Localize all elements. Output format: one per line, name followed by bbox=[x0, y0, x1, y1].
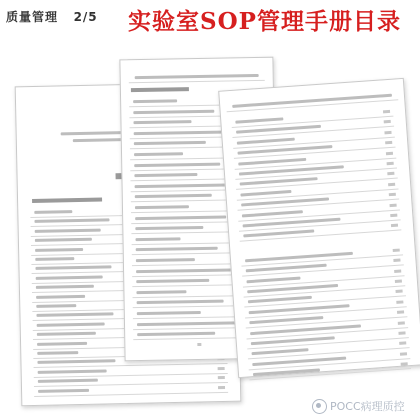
toc-entry-text bbox=[133, 109, 214, 113]
toc-row bbox=[120, 58, 272, 61]
toc-divider bbox=[34, 392, 228, 397]
toc-page-number bbox=[399, 342, 406, 345]
toc-page-number bbox=[396, 300, 403, 303]
toc-page-number bbox=[384, 120, 391, 123]
toc-entry-text bbox=[34, 219, 109, 224]
toc-row bbox=[120, 58, 272, 61]
toc-entry-text bbox=[135, 205, 189, 209]
toc-row bbox=[120, 58, 272, 61]
toc-row bbox=[120, 58, 272, 61]
toc-page-number bbox=[389, 203, 396, 206]
toc-entry-text bbox=[134, 152, 183, 156]
toc-row bbox=[120, 58, 272, 61]
toc-page-number bbox=[396, 290, 403, 293]
toc-entry-text bbox=[135, 215, 226, 220]
page-indicator: 2/5 bbox=[73, 10, 98, 24]
divider bbox=[129, 80, 265, 83]
toc-row bbox=[120, 58, 272, 61]
toc-entry-text bbox=[133, 99, 177, 103]
toc-entry-text bbox=[35, 257, 74, 261]
toc-page-number bbox=[393, 259, 400, 262]
toc-entry-text bbox=[136, 258, 195, 262]
toc-entry-text bbox=[135, 194, 212, 198]
toc-entry-text bbox=[135, 226, 203, 230]
toc-page-number bbox=[391, 224, 398, 227]
section-heading bbox=[32, 198, 102, 203]
toc-entry-text bbox=[36, 313, 113, 318]
toc-row bbox=[120, 58, 272, 61]
section-name: 质量管理 bbox=[6, 10, 59, 24]
toc-page-number bbox=[395, 279, 402, 282]
toc-entry-text bbox=[235, 117, 283, 123]
toc-entry-text bbox=[134, 162, 220, 167]
toc-row bbox=[120, 58, 272, 61]
section-label bbox=[6, 8, 98, 25]
toc-entry-text bbox=[36, 304, 76, 308]
toc-entry-text bbox=[135, 183, 235, 188]
toc-entry-text bbox=[37, 351, 78, 355]
toc-entry-text bbox=[35, 238, 92, 242]
toc-row bbox=[120, 58, 272, 61]
toc-entry-text bbox=[137, 300, 224, 305]
toc-entry-text bbox=[38, 379, 98, 383]
toc-row bbox=[120, 58, 272, 61]
toc-page-number bbox=[397, 311, 404, 314]
toc-entry-text bbox=[134, 173, 197, 177]
toc-entry-text bbox=[37, 332, 96, 336]
toc-page-number bbox=[386, 151, 393, 154]
toc-entry-text bbox=[136, 247, 218, 251]
toc-page-number bbox=[394, 269, 401, 272]
page-header-line bbox=[135, 74, 259, 79]
toc-row bbox=[120, 58, 272, 61]
toc-rows bbox=[120, 58, 272, 61]
toc-page-number bbox=[393, 248, 400, 251]
toc-page-number bbox=[390, 214, 397, 217]
page-title: 实验室SOP管理手册目录 bbox=[128, 8, 401, 35]
wechat-logo-icon bbox=[312, 399, 327, 414]
toc-row bbox=[120, 58, 272, 61]
toc-page-number bbox=[398, 321, 405, 324]
watermark-text: POCC病理质控 bbox=[330, 400, 405, 413]
page-number bbox=[197, 343, 201, 346]
toc-page-number bbox=[383, 110, 390, 113]
toc-page-number bbox=[218, 367, 225, 370]
toc-entry-text bbox=[133, 120, 191, 124]
toc-divider bbox=[34, 363, 228, 368]
toc-page-number bbox=[218, 386, 225, 389]
toc-entry-text bbox=[137, 332, 215, 336]
toc-row bbox=[120, 58, 272, 61]
toc-page-number bbox=[218, 376, 225, 379]
toc-entry-text bbox=[136, 290, 186, 294]
toc-entry-text bbox=[36, 295, 85, 299]
toc-page-number bbox=[385, 141, 392, 144]
toc-row bbox=[120, 58, 272, 61]
toc-entry-text bbox=[134, 141, 206, 145]
toc-entry-text bbox=[34, 210, 72, 214]
toc-page-number bbox=[388, 183, 395, 186]
toc-entry-text bbox=[35, 248, 83, 252]
toc-entry-text bbox=[135, 237, 180, 241]
toc-entry-text bbox=[37, 341, 87, 345]
toc-page-number bbox=[387, 172, 394, 175]
toc-row bbox=[120, 58, 272, 61]
watermark bbox=[312, 398, 405, 414]
toc-row bbox=[120, 58, 272, 61]
section-heading bbox=[131, 87, 189, 92]
toc-entry-text bbox=[37, 322, 105, 326]
toc-row bbox=[120, 58, 272, 61]
toc-page-number bbox=[398, 331, 405, 334]
toc-page-number bbox=[387, 162, 394, 165]
toc-entry-text bbox=[36, 275, 103, 279]
toc-entry-text bbox=[38, 369, 107, 373]
toc-entry-text bbox=[35, 228, 101, 232]
toc-page-number bbox=[389, 193, 396, 196]
toc-entry-text bbox=[137, 311, 201, 315]
toc-divider bbox=[34, 373, 228, 378]
toc-row bbox=[120, 58, 272, 61]
toc-row bbox=[120, 58, 272, 61]
toc-entry-text bbox=[136, 268, 232, 273]
toc-entry-text bbox=[134, 130, 229, 135]
toc-row bbox=[120, 58, 272, 61]
toc-row bbox=[120, 58, 272, 61]
document-page-right bbox=[218, 78, 420, 378]
toc-entry-text bbox=[137, 321, 238, 326]
toc-entry-text bbox=[36, 285, 94, 289]
toc-entry-text bbox=[136, 279, 209, 283]
toc-row bbox=[120, 58, 272, 61]
toc-page-number bbox=[400, 352, 407, 355]
toc-page-number bbox=[384, 131, 391, 134]
toc-row bbox=[120, 58, 272, 61]
toc-divider bbox=[34, 382, 228, 387]
toc-entry-text bbox=[37, 360, 115, 365]
toc-entry-text bbox=[35, 266, 111, 271]
toc-entry-text bbox=[38, 388, 89, 392]
toc-page-number bbox=[401, 362, 408, 365]
